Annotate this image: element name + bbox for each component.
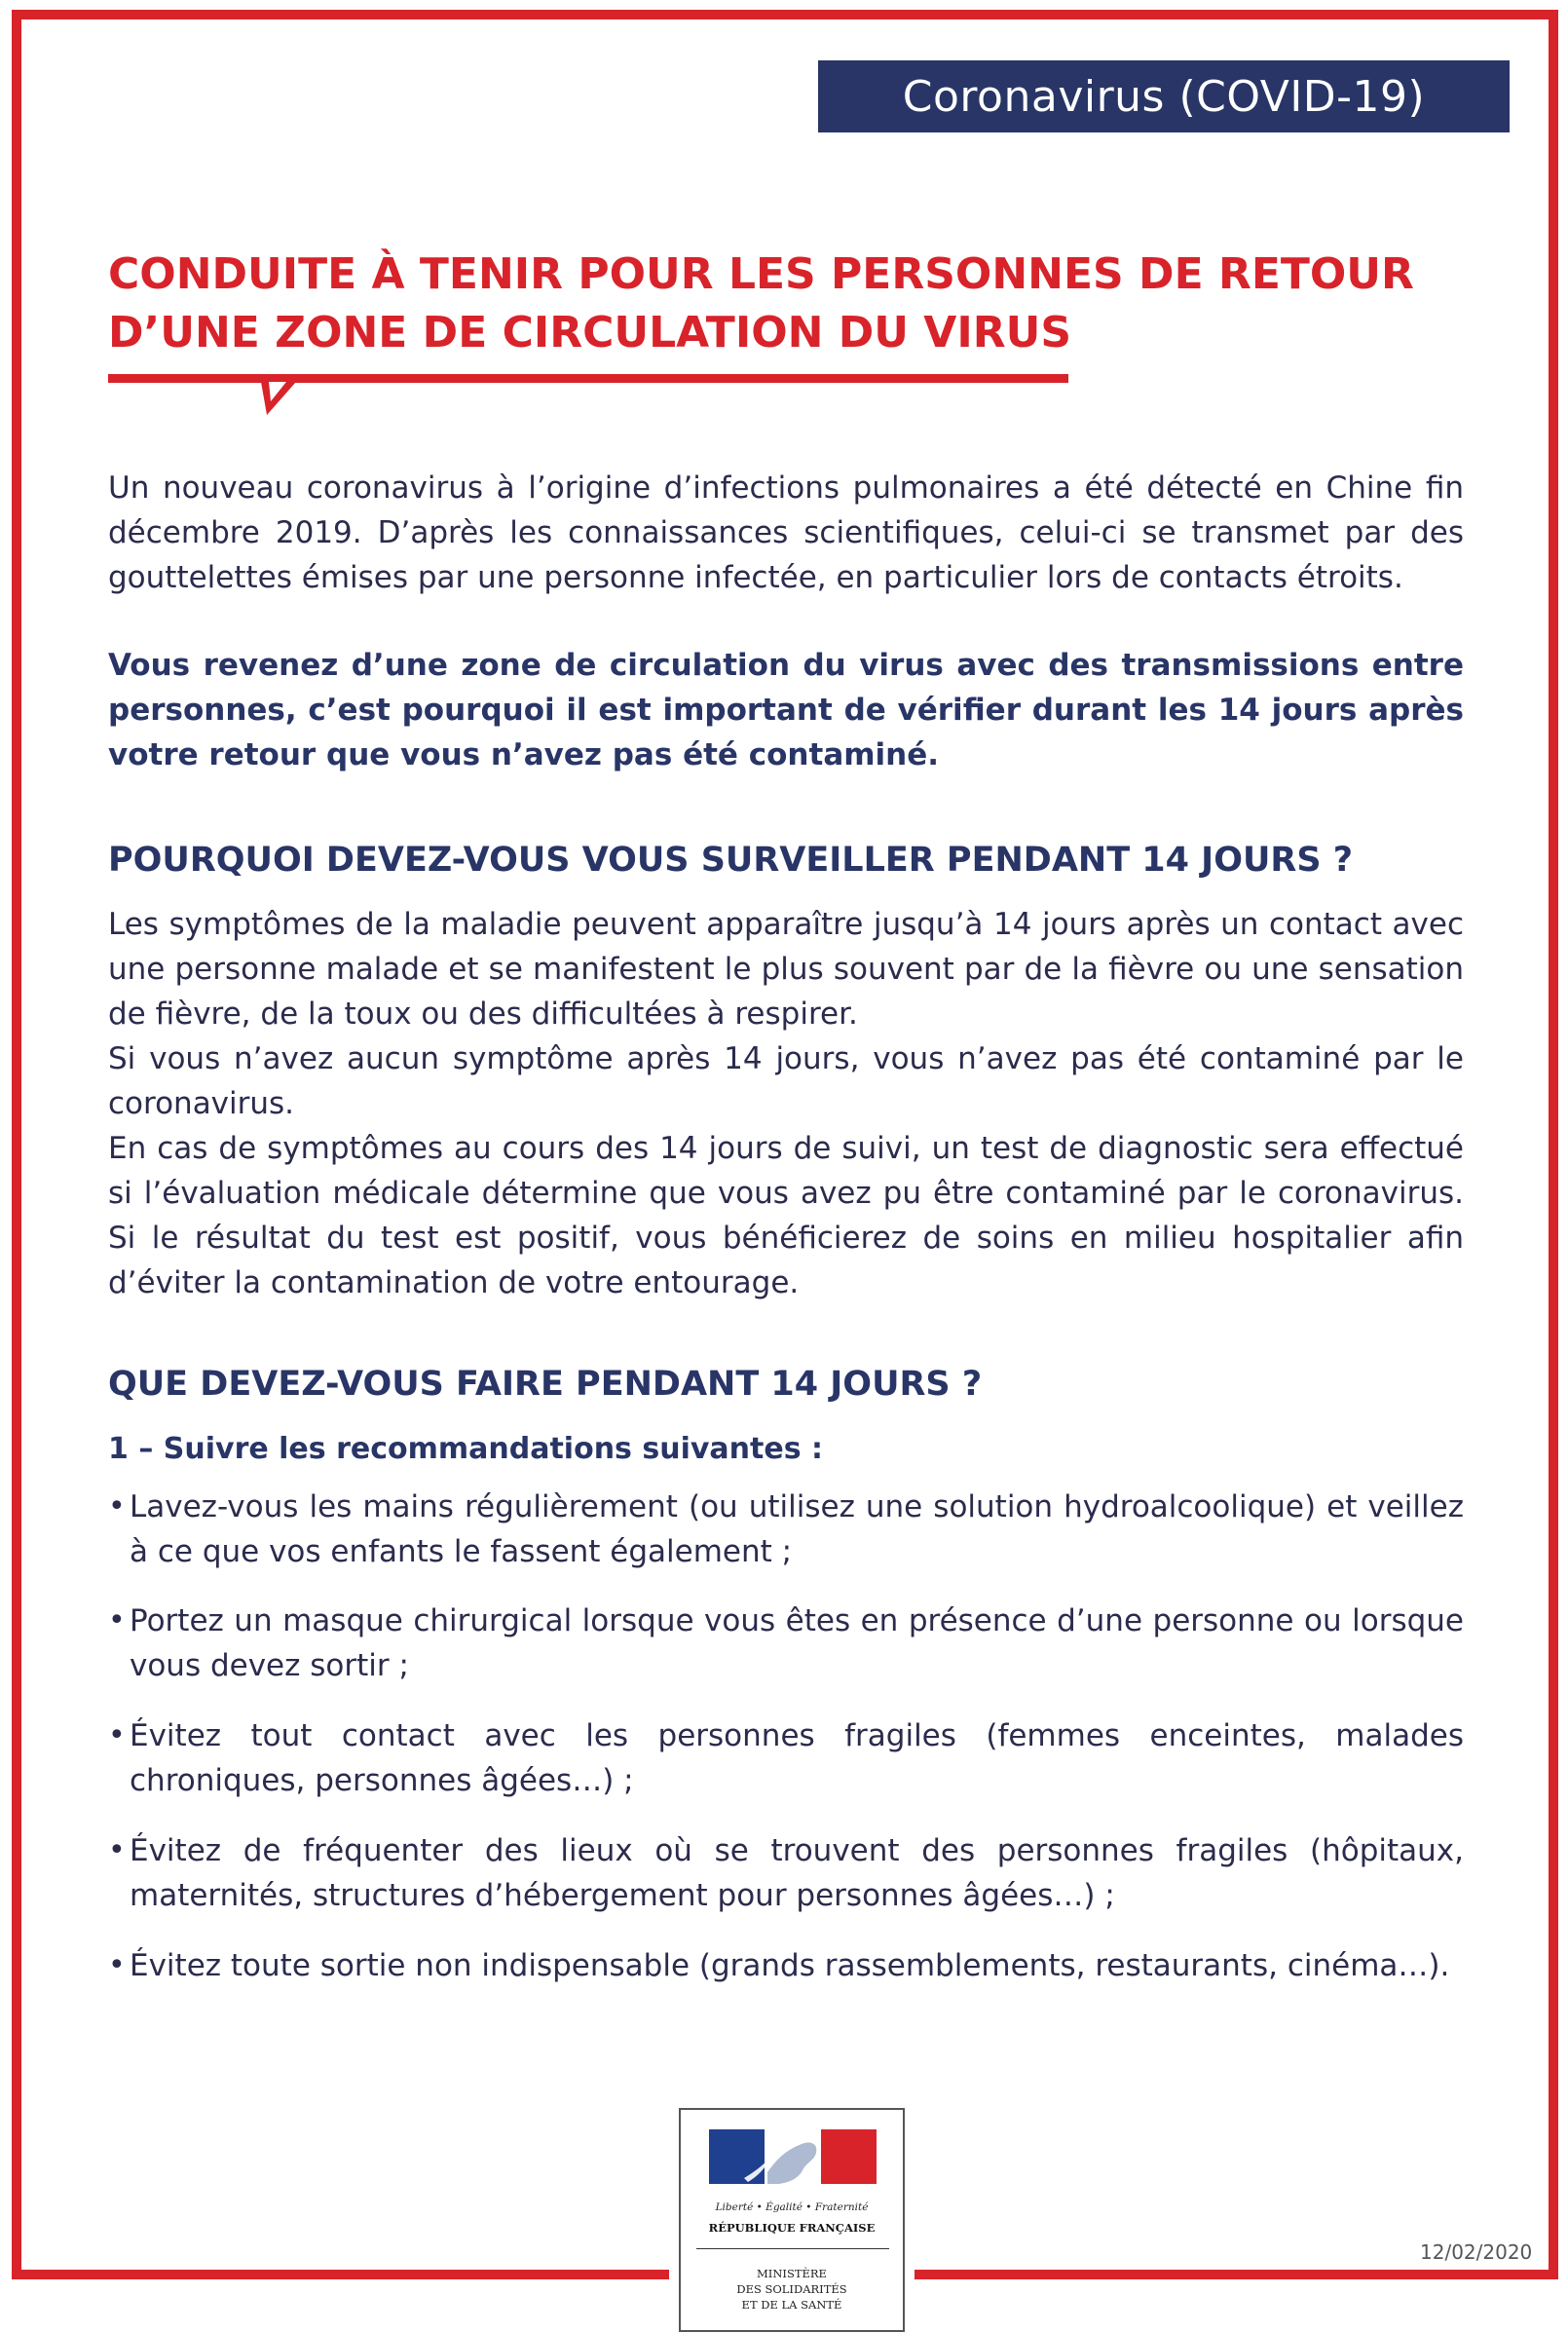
page-title [108,245,1452,362]
list-item-text: Évitez tout contact avec les personnes fragiles (femmes enceintes, malades chroniques, personnes âgées…) ; [130,1718,1464,1798]
bullet-icon: • [108,1948,126,1982]
ministry-logo [679,2108,905,2332]
recommendations-subheading: 1 – Suivre les recommandations suivantes : [108,1432,823,1466]
list-item [108,1485,1464,1574]
list-item [108,1713,1464,1803]
section-what-heading: QUE DEVEZ-VOUS FAIRE PENDANT 14 JOURS ? [108,1365,983,1404]
bullet-icon: • [108,1489,126,1523]
marianne-flag-icon [709,2129,877,2198]
list-item [108,1599,1464,1688]
header-badge-text: Coronavirus (COVID-19) [902,71,1426,122]
logo-motto: Liberté • Égalité • Fraternité [715,2201,869,2213]
logo-republique: RÉPUBLIQUE FRANÇAISE [708,2221,876,2235]
bullet-icon: • [108,1833,126,1867]
logo-ministry [681,2266,903,2313]
bullet-icon: • [108,1603,126,1637]
title-line-2: D’UNE ZONE DE CIRCULATION DU VIRUS [108,308,1072,357]
logo-ministry-line-1: MINISTÈRE [757,2267,827,2280]
list-item-text: Évitez toute sortie non indispensable (grands rassemblements, restaurants, cinéma…). [130,1948,1450,1983]
section-why-p2: Si vous n’avez aucun symptôme après 14 jours, vous n’avez pas été contaminé par le coronavirus. [108,1041,1464,1121]
header-badge [818,60,1510,132]
title-underline [108,374,1068,383]
list-item-text: Lavez-vous les mains régulièrement (ou utilisez une solution hydroalcoolique) et veillez à ce que vos enfants le fassent également ; [130,1489,1464,1569]
section-why-heading: POURQUOI DEVEZ-VOUS VOUS SURVEILLER PENDANT 14 JOURS ? [108,841,1354,880]
list-item-text: Portez un masque chirurgical lorsque vous êtes en présence d’une personne ou lorsque vous devez sortir ; [130,1603,1464,1683]
section-why-p3: En cas de symptômes au cours des 14 jours de suivi, un test de diagnostic sera effectué si l’évaluation médicale détermine que vous avez pu être contaminé par le coronavirus. Si le résultat du test est positif, vous bénéficierez de soins en milieu hospitalier afin d’éviter la contamination de votre entourage. [108,1131,1464,1300]
intro-paragraph: Un nouveau coronavirus à l’origine d’infections pulmonaires a été détecté en Chine fin décembre 2019. D’après les connaissances scientifiques, celui-ci se transmet par des gouttelettes émises par une personne infectée, en particulier lors de contacts étroits. [108,470,1464,595]
logo-ministry-line-2: DES SOLIDARITÉS [736,2282,847,2296]
bullet-icon: • [108,1718,126,1752]
title-line-1: CONDUITE À TENIR POUR LES PERSONNES DE RETOUR [108,249,1414,299]
list-item-text: Évitez de fréquenter des lieux où se trouvent des personnes fragiles (hôpitaux, maternités, structures d’hébergement pour personnes âgées…) ; [130,1833,1464,1913]
logo-ministry-line-3: ET DE LA SANTÉ [741,2298,842,2312]
list-item [108,1943,1464,1988]
intro-bold-paragraph: Vous revenez d’une zone de circulation du virus avec des transmissions entre personnes, c’est pourquoi il est important de vérifier durant les 14 jours après votre retour que vous n’avez pas été contaminé. [108,648,1464,772]
list-item [108,1828,1464,1918]
speech-tick-icon [261,382,296,417]
publication-date: 12/02/2020 [1420,2240,1533,2264]
section-why-p1: Les symptômes de la maladie peuvent apparaître jusqu’à 14 jours après un contact avec une personne malade et se manifestent le plus souvent par de la fièvre ou une sensation de fièvre, de la toux ou des difficultées à respirer. [108,907,1464,1032]
logo-divider [696,2248,889,2249]
